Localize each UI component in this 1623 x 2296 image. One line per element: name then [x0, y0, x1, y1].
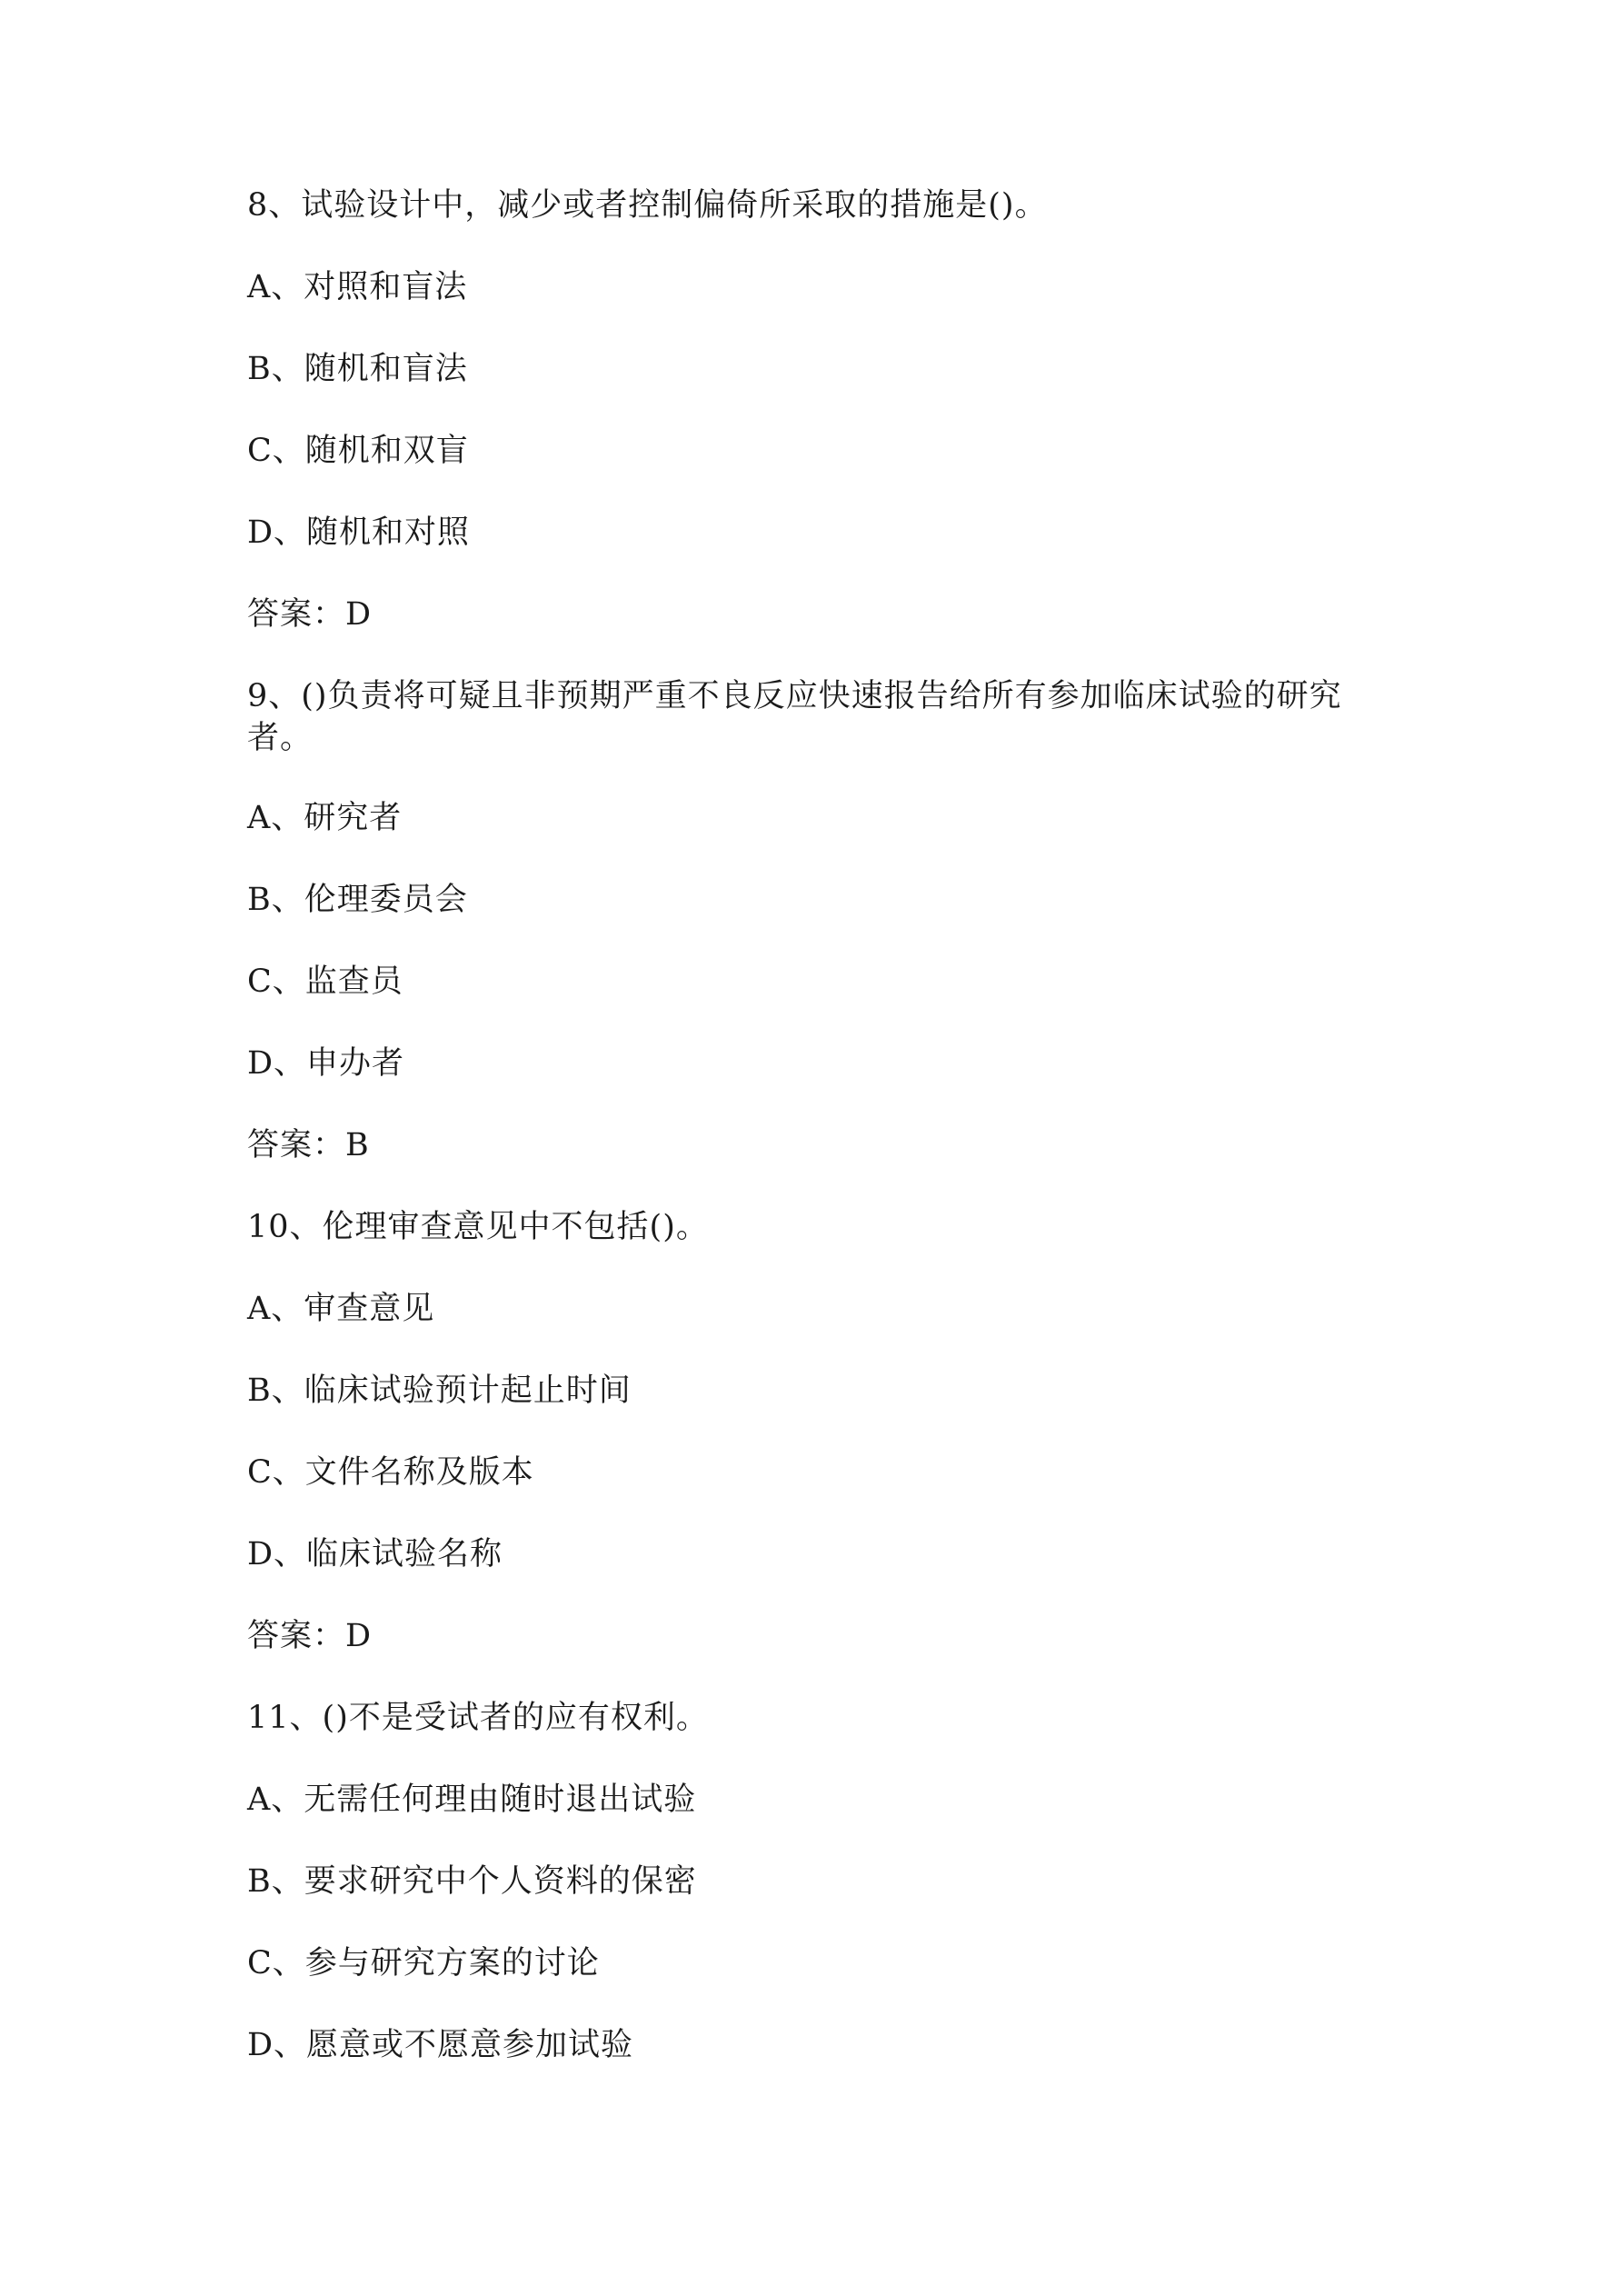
question-8-option-a: A、对照和盲法 — [247, 269, 468, 305]
question-8-option-b: B、随机和盲法 — [247, 351, 468, 387]
question-10-option-c: C、文件名称及版本 — [247, 1454, 534, 1491]
question-10-answer: 答案：D — [247, 1618, 373, 1654]
question-9-option-d: D、申办者 — [247, 1045, 405, 1082]
question-11-option-d: D、愿意或不愿意参加试验 — [247, 2027, 634, 2063]
question-11-option-a: A、无需任何理由随时退出试验 — [247, 1782, 697, 1818]
question-9-answer: 答案：B — [247, 1127, 370, 1163]
question-9-option-a: A、研究者 — [247, 800, 403, 836]
question-9-option-c: C、监查员 — [247, 963, 403, 1000]
question-10-option-b: B、临床试验预计起止时间 — [247, 1373, 632, 1409]
question-8-stem: 8、试验设计中，减少或者控制偏倚所采取的措施是()。 — [247, 187, 1048, 224]
question-8-option-d: D、随机和对照 — [247, 514, 471, 551]
question-10-stem: 10、伦理审查意见中不包括()。 — [247, 1209, 709, 1245]
question-10-option-a: A、审查意见 — [247, 1291, 435, 1327]
question-11-stem: 11、()不是受试者的应有权利。 — [247, 1700, 709, 1736]
question-8-answer: 答案：D — [247, 596, 373, 633]
question-8-option-c: C、随机和双盲 — [247, 433, 469, 469]
question-9-stem-line-1: 9、()负责将可疑且非预期严重不良反应快速报告给所有参加临床试验的研究 — [247, 678, 1342, 714]
question-11-option-c: C、参与研究方案的讨论 — [247, 1945, 600, 1982]
question-10-option-d: D、临床试验名称 — [247, 1536, 503, 1572]
question-11-option-b: B、要求研究中个人资料的保密 — [247, 1863, 697, 1900]
question-9-option-b: B、伦理委员会 — [247, 882, 468, 918]
question-9-stem-line-2: 者。 — [247, 720, 314, 756]
